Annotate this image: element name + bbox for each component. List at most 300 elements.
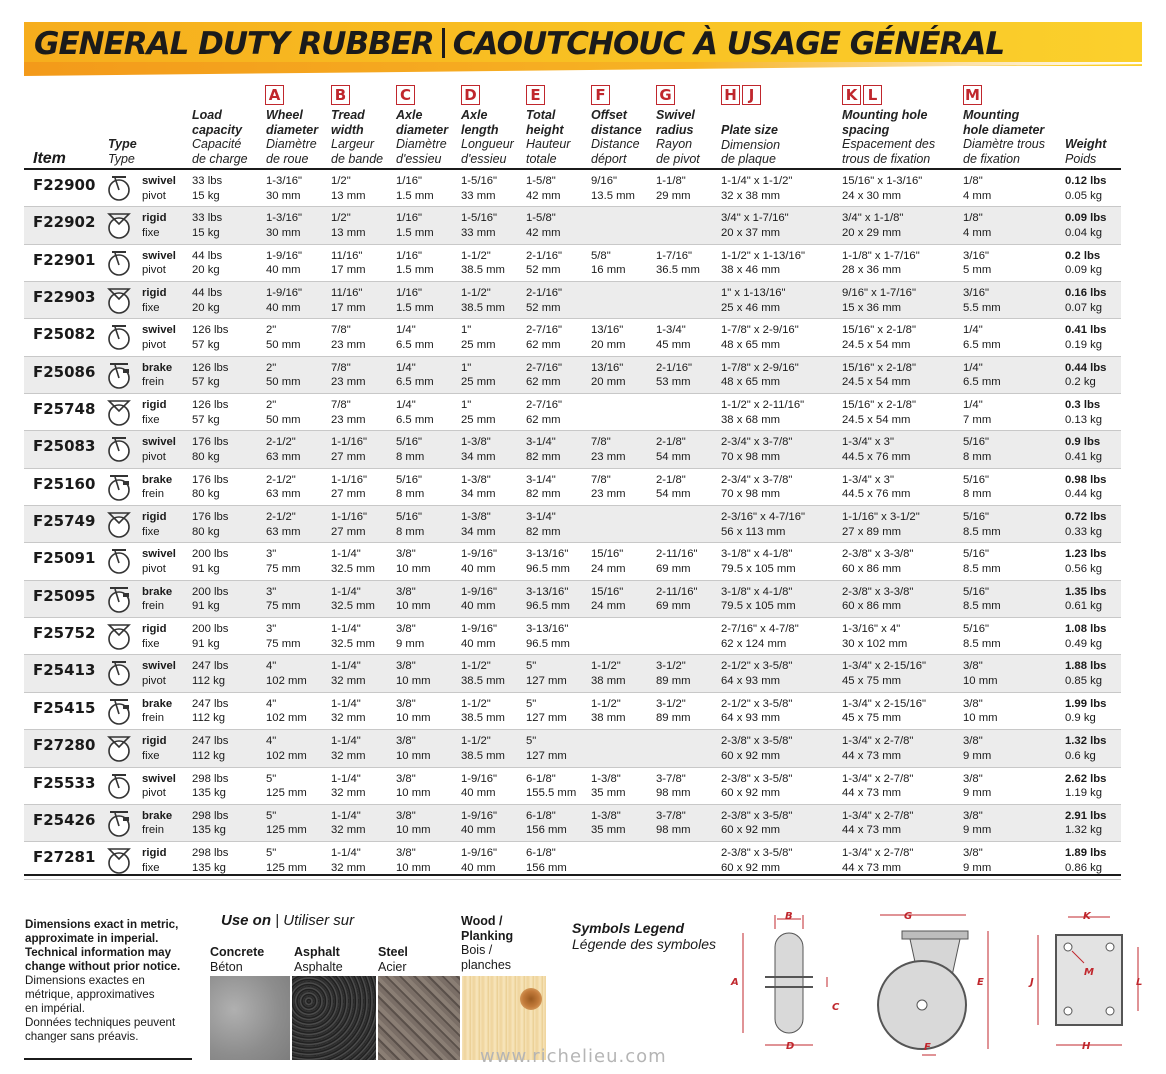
cell-tread: 1/2" 13 mm xyxy=(331,175,366,202)
cell-axle-l: 1-5/16" 33 mm xyxy=(461,175,498,202)
cell-tread: 1-1/4" 32 mm xyxy=(331,809,366,837)
cell-holes: 1-3/4" x 2-7/8" 44 x 73 mm xyxy=(842,847,914,874)
cell-offset: 1-3/8" 35 mm xyxy=(591,809,626,837)
table-row xyxy=(24,207,1121,244)
header-swivel-radius: Swivel radius Rayon de pivot xyxy=(656,108,700,166)
cell-load: 44 lbs 20 kg xyxy=(192,287,223,314)
asphalt-texture xyxy=(292,976,376,1060)
swivel-caster-icon xyxy=(106,322,132,352)
cell-axle-d: 1/16" 1.5 mm xyxy=(396,249,434,277)
cell-axle-l: 1-3/8" 34 mm xyxy=(461,511,496,538)
cell-axle-d: 5/16" 8 mm xyxy=(396,511,425,538)
cell-axle-d: 1/4" 6.5 mm xyxy=(396,361,434,389)
table-row xyxy=(24,282,1121,319)
cell-wheel: 5" 125 mm xyxy=(266,809,307,837)
cell-load: 298 lbs 135 kg xyxy=(192,772,229,799)
surface-steel-label: Steel Acier xyxy=(378,945,408,974)
cell-load: 247 lbs 112 kg xyxy=(192,697,229,725)
cell-offset: 15/16" 24 mm xyxy=(591,548,626,575)
caster-type: swivel pivot xyxy=(142,324,176,351)
cell-plate: 2-3/8" x 3-5/8" 60 x 92 mm xyxy=(721,735,793,762)
cell-offset: 1-3/8" 35 mm xyxy=(591,772,626,799)
header-plate-size: Plate size Dimension de plaque xyxy=(721,123,781,166)
cell-tread: 1/2" 13 mm xyxy=(331,212,366,239)
table-row xyxy=(24,245,1121,282)
cell-hole-d: 1/4" 6.5 mm xyxy=(963,324,1001,351)
cell-weight: 0.16 lbs 0.07 kg xyxy=(1065,287,1107,314)
cell-holes: 1-3/16" x 4" 30 x 102 mm xyxy=(842,623,908,650)
table-row xyxy=(24,655,1121,692)
item-code: F25083 xyxy=(33,437,96,456)
diagram-label-e: E xyxy=(977,977,984,988)
cell-swivel: 2-1/8" 54 mm xyxy=(656,473,691,501)
cell-load: 126 lbs 57 kg xyxy=(192,324,229,351)
cell-hole-d: 3/8" 9 mm xyxy=(963,735,992,762)
cell-plate: 2-3/8" x 3-5/8" 60 x 92 mm xyxy=(721,809,793,837)
surface-wood-label: Wood / Planking Bois / planches xyxy=(461,914,514,972)
diagram-label-c: C xyxy=(832,1002,840,1013)
table-row xyxy=(24,581,1121,618)
swivel-caster-icon xyxy=(106,546,132,576)
cell-tread: 7/8" 23 mm xyxy=(331,361,366,389)
cell-weight: 1.08 lbs 0.49 kg xyxy=(1065,623,1107,650)
cell-plate: 3/4" x 1-7/16" 20 x 37 mm xyxy=(721,212,789,239)
header-tread: Tread width Largeur de bande xyxy=(331,108,384,166)
cell-axle-l: 1-1/2" 38.5 mm xyxy=(461,249,505,277)
cell-tread: 1-1/4" 32 mm xyxy=(331,735,366,762)
item-code: F25415 xyxy=(33,698,96,717)
cell-hole-d: 5/16" 8 mm xyxy=(963,473,992,501)
item-code: F25095 xyxy=(33,586,96,605)
wood-knot xyxy=(520,988,542,1010)
cell-height: 2-7/16" 62 mm xyxy=(526,399,563,426)
table-bottom-rule xyxy=(24,874,1121,876)
caster-type: swivel pivot xyxy=(142,548,176,575)
letter-hj-box: H J xyxy=(721,85,763,105)
cell-tread: 7/8" 23 mm xyxy=(331,399,366,426)
item-code: F25413 xyxy=(33,661,96,680)
cell-hole-d: 1/8" 4 mm xyxy=(963,212,992,239)
table-row xyxy=(24,618,1121,655)
cell-wheel: 3" 75 mm xyxy=(266,548,301,575)
item-code: F22901 xyxy=(33,250,96,269)
cell-axle-l: 1-9/16" 40 mm xyxy=(461,623,498,650)
cell-weight: 1.35 lbs 0.61 kg xyxy=(1065,585,1107,613)
diagram-label-g: G xyxy=(904,911,913,922)
surface-asphalt-label: Asphalt Asphalte xyxy=(294,945,343,974)
item-code: F25749 xyxy=(33,512,96,531)
cell-plate: 2-3/16" x 4-7/16" 56 x 113 mm xyxy=(721,511,806,538)
header-offset: Offset distance Distance déport xyxy=(591,108,642,166)
steel-texture xyxy=(378,976,460,1060)
cell-hole-d: 3/8" 9 mm xyxy=(963,772,992,799)
table-row xyxy=(24,506,1121,543)
cell-wheel: 5" 125 mm xyxy=(266,772,307,799)
cell-plate: 2-1/2" x 3-5/8" 64 x 93 mm xyxy=(721,697,793,725)
cell-weight: 0.41 lbs 0.19 kg xyxy=(1065,324,1107,351)
cell-weight: 1.89 lbs 0.86 kg xyxy=(1065,847,1107,874)
cell-plate: 1-7/8" x 2-9/16" 48 x 65 mm xyxy=(721,361,799,389)
header-wheel: Wheel diameter Diamètre de roue xyxy=(266,108,319,166)
cell-offset: 1-1/2" 38 mm xyxy=(591,697,626,725)
cell-hole-d: 3/8" 9 mm xyxy=(963,809,992,837)
header-total-height: Total height Hauteur totale xyxy=(526,108,571,166)
item-code: F22902 xyxy=(33,213,96,232)
swivel-caster-icon xyxy=(106,658,132,688)
cell-wheel: 2-1/2" 63 mm xyxy=(266,511,301,538)
caster-type: brake frein xyxy=(142,585,173,613)
rigid-caster-icon xyxy=(106,285,132,315)
item-code: F25748 xyxy=(33,400,96,419)
cell-holes: 1-3/4" x 2-7/8" 44 x 73 mm xyxy=(842,735,914,762)
diagram-label-d: D xyxy=(786,1041,795,1052)
spec-table-body xyxy=(24,170,1121,880)
cell-load: 176 lbs 80 kg xyxy=(192,436,229,463)
rigid-caster-icon xyxy=(106,621,132,651)
cell-weight: 0.3 lbs 0.13 kg xyxy=(1065,399,1103,426)
caster-type: swivel pivot xyxy=(142,660,176,687)
cell-axle-l: 1-9/16" 40 mm xyxy=(461,809,498,837)
cell-height: 6-1/8" 155.5 mm xyxy=(526,772,577,799)
cell-axle-d: 1/16" 1.5 mm xyxy=(396,212,434,239)
letter-f-box: F xyxy=(591,85,612,105)
cell-wheel: 3" 75 mm xyxy=(266,585,301,613)
cell-weight: 0.9 lbs 0.41 kg xyxy=(1065,436,1103,463)
table-row xyxy=(24,768,1121,805)
cell-weight: 0.44 lbs 0.2 kg xyxy=(1065,361,1107,389)
cell-height: 5" 127 mm xyxy=(526,697,567,725)
cell-hole-d: 5/16" 8.5 mm xyxy=(963,548,1001,575)
cell-tread: 11/16" 17 mm xyxy=(331,287,366,314)
cell-axle-d: 1/16" 1.5 mm xyxy=(396,175,434,202)
cell-load: 126 lbs 57 kg xyxy=(192,399,229,426)
cell-swivel: 3-1/2" 89 mm xyxy=(656,660,691,687)
cell-wheel: 2-1/2" 63 mm xyxy=(266,436,301,463)
table-row xyxy=(24,319,1121,356)
cell-wheel: 2" 50 mm xyxy=(266,361,301,389)
cell-axle-d: 3/8" 10 mm xyxy=(396,735,431,762)
cell-axle-l: 1-1/2" 38.5 mm xyxy=(461,287,505,314)
table-row xyxy=(24,805,1121,842)
cell-axle-l: 1" 25 mm xyxy=(461,399,496,426)
cell-load: 247 lbs 112 kg xyxy=(192,660,229,687)
cell-swivel: 3-1/2" 89 mm xyxy=(656,697,691,725)
title-french: CAOUTCHOUC À USAGE GÉNÉRAL xyxy=(452,26,1005,62)
cell-height: 3-1/4" 82 mm xyxy=(526,436,561,463)
cell-tread: 11/16" 17 mm xyxy=(331,249,366,277)
cell-hole-d: 1/4" 6.5 mm xyxy=(963,361,1001,389)
item-code: F25086 xyxy=(33,362,96,381)
cell-swivel: 3-7/8" 98 mm xyxy=(656,809,691,837)
letter-c-box: C xyxy=(396,85,417,105)
header-hole-diameter: Mounting hole diameter Diamètre trous de fixation xyxy=(963,108,1045,166)
cell-height: 1-5/8" 42 mm xyxy=(526,212,561,239)
letter-a-box: A xyxy=(265,85,286,105)
cell-swivel: 2-1/8" 54 mm xyxy=(656,436,691,463)
letter-kl-box: K L xyxy=(842,85,884,105)
cell-holes: 2-3/8" x 3-3/8" 60 x 86 mm xyxy=(842,585,914,613)
cell-axle-d: 3/8" 10 mm xyxy=(396,697,431,725)
title-separator xyxy=(442,28,445,58)
table-row xyxy=(24,469,1121,506)
brake-caster-icon xyxy=(106,472,132,502)
cell-load: 298 lbs 135 kg xyxy=(192,847,229,874)
cell-load: 33 lbs 15 kg xyxy=(192,175,223,202)
brake-caster-icon xyxy=(106,808,132,838)
cell-axle-d: 3/8" 10 mm xyxy=(396,847,431,874)
cell-holes: 15/16" x 2-1/8" 24.5 x 54 mm xyxy=(842,361,916,389)
cell-axle-l: 1-3/8" 34 mm xyxy=(461,473,496,501)
cell-tread: 1-1/4" 32 mm xyxy=(331,772,366,799)
swivel-caster-icon xyxy=(106,173,132,203)
cell-weight: 0.12 lbs 0.05 kg xyxy=(1065,175,1107,202)
cell-swivel: 1-7/16" 36.5 mm xyxy=(656,249,700,277)
cell-hole-d: 1/4" 7 mm xyxy=(963,399,992,426)
cell-height: 5" 127 mm xyxy=(526,735,567,762)
diagram-label-k: K xyxy=(1083,911,1091,922)
cell-axle-d: 3/8" 10 mm xyxy=(396,585,431,613)
letter-e-box: E xyxy=(526,85,547,105)
cell-holes: 15/16" x 2-1/8" 24.5 x 54 mm xyxy=(842,324,916,351)
cell-hole-d: 3/16" 5 mm xyxy=(963,249,992,277)
cell-plate: 2-3/4" x 3-7/8" 70 x 98 mm xyxy=(721,473,793,501)
cell-height: 5" 127 mm xyxy=(526,660,567,687)
item-code: F27281 xyxy=(33,848,96,867)
item-code: F25533 xyxy=(33,773,96,792)
caster-type: rigid fixe xyxy=(142,399,167,426)
cell-hole-d: 3/8" 9 mm xyxy=(963,847,992,874)
cell-wheel: 3" 75 mm xyxy=(266,623,301,650)
disclaimer-note: Dimensions exact in metric, approximate in imperial. Technical information may change without prior notice. Dimensions exactes en métrique, approximatives en impérial. Données techniques peuvent changer sans préavis. xyxy=(25,918,181,1043)
rigid-caster-icon xyxy=(106,210,132,240)
swivel-caster-icon xyxy=(106,248,132,278)
cell-holes: 1-3/4" x 2-7/8" 44 x 73 mm xyxy=(842,809,914,837)
cell-weight: 1.32 lbs 0.6 kg xyxy=(1065,735,1107,762)
cell-offset: 7/8" 23 mm xyxy=(591,436,626,463)
caster-type: swivel pivot xyxy=(142,249,176,277)
caster-type: rigid fixe xyxy=(142,287,167,314)
table-row xyxy=(24,431,1121,468)
cell-axle-l: 1-9/16" 40 mm xyxy=(461,585,498,613)
cell-axle-l: 1-1/2" 38.5 mm xyxy=(461,697,505,725)
brake-caster-icon xyxy=(106,360,132,390)
cell-wheel: 4" 102 mm xyxy=(266,697,307,725)
tread-shape xyxy=(775,933,803,1033)
cell-hole-d: 5/16" 8.5 mm xyxy=(963,511,1001,538)
cell-height: 3-1/4" 82 mm xyxy=(526,511,561,538)
cell-tread: 1-1/16" 27 mm xyxy=(331,473,368,501)
caster-type: swivel pivot xyxy=(142,175,176,202)
cell-tread: 1-1/4" 32.5 mm xyxy=(331,548,375,575)
cell-weight: 2.91 lbs 1.32 kg xyxy=(1065,809,1107,837)
header-type: Type Type xyxy=(108,137,137,166)
cell-wheel: 1-9/16" 40 mm xyxy=(266,249,303,277)
cell-plate: 1-7/8" x 2-9/16" 48 x 65 mm xyxy=(721,324,799,351)
cell-hole-d: 3/16" 5.5 mm xyxy=(963,287,1001,314)
cell-load: 176 lbs 80 kg xyxy=(192,511,229,538)
header-axle-diameter: Axle diameter Diamètre d'essieu xyxy=(396,108,449,166)
cell-axle-d: 5/16" 8 mm xyxy=(396,473,425,501)
table-row xyxy=(24,693,1121,730)
cell-offset: 13/16" 20 mm xyxy=(591,324,626,351)
cell-weight: 1.99 lbs 0.9 kg xyxy=(1065,697,1107,725)
cell-axle-l: 1" 25 mm xyxy=(461,324,496,351)
table-row xyxy=(24,394,1121,431)
cell-holes: 3/4" x 1-1/8" 20 x 29 mm xyxy=(842,212,904,239)
banner-swoosh xyxy=(24,62,1142,76)
diagram-label-f: F xyxy=(924,1042,931,1053)
cell-plate: 1-1/4" x 1-1/2" 32 x 38 mm xyxy=(721,175,793,202)
item-code: F25160 xyxy=(33,474,96,493)
cell-load: 44 lbs 20 kg xyxy=(192,249,223,277)
cell-axle-d: 3/8" 10 mm xyxy=(396,772,431,799)
header-load: Load capacity Capacité de charge xyxy=(192,108,248,166)
cell-tread: 1-1/4" 32 mm xyxy=(331,660,366,687)
cell-tread: 1-1/16" 27 mm xyxy=(331,511,368,538)
cell-hole-d: 3/8" 10 mm xyxy=(963,697,998,725)
title-english: GENERAL DUTY RUBBER xyxy=(34,26,434,62)
note-rule xyxy=(24,1058,192,1060)
cell-holes: 1-3/4" x 2-15/16" 45 x 75 mm xyxy=(842,697,927,725)
item-code: F22903 xyxy=(33,288,96,307)
caster-type: brake frein xyxy=(142,697,173,725)
brake-caster-icon xyxy=(106,584,132,614)
caster-front-diagram xyxy=(870,905,1000,1065)
cell-wheel: 1-9/16" 40 mm xyxy=(266,287,303,314)
letter-d-box: D xyxy=(461,85,482,105)
cell-tread: 1-1/4" 32.5 mm xyxy=(331,623,375,650)
cell-weight: 0.2 lbs 0.09 kg xyxy=(1065,249,1103,277)
cell-swivel: 2-11/16" 69 mm xyxy=(656,585,698,613)
rigid-caster-icon xyxy=(106,509,132,539)
cell-axle-d: 1/4" 6.5 mm xyxy=(396,324,434,351)
page-title xyxy=(34,24,1004,64)
cell-height: 3-13/16" 96.5 mm xyxy=(526,585,570,613)
cell-axle-l: 1-9/16" 40 mm xyxy=(461,548,498,575)
header-weight: Weight Poids xyxy=(1065,137,1107,166)
cell-height: 2-7/16" 62 mm xyxy=(526,361,563,389)
cell-height: 3-13/16" 96.5 mm xyxy=(526,623,570,650)
cell-load: 126 lbs 57 kg xyxy=(192,361,229,389)
caster-type: swivel pivot xyxy=(142,772,176,799)
cell-axle-l: 1-3/8" 34 mm xyxy=(461,436,496,463)
diagram-label-a: A xyxy=(731,977,739,988)
table-row xyxy=(24,357,1121,394)
cell-wheel: 1-3/16" 30 mm xyxy=(266,175,303,202)
cell-tread: 7/8" 23 mm xyxy=(331,324,366,351)
cell-holes: 1-1/8" x 1-7/16" 28 x 36 mm xyxy=(842,249,920,277)
cell-holes: 1-3/4" x 3" 44.5 x 76 mm xyxy=(842,473,911,501)
cell-height: 3-1/4" 82 mm xyxy=(526,473,561,501)
caster-type: rigid fixe xyxy=(142,511,167,538)
cell-swivel: 1-3/4" 45 mm xyxy=(656,324,691,351)
diagram-label-j: J xyxy=(1030,977,1034,988)
cell-height: 3-13/16" 96.5 mm xyxy=(526,548,570,575)
cell-swivel: 3-7/8" 98 mm xyxy=(656,772,691,799)
cell-axle-d: 5/16" 8 mm xyxy=(396,436,425,463)
item-code: F27280 xyxy=(33,736,96,755)
cell-offset: 7/8" 23 mm xyxy=(591,473,626,501)
letter-b-box: B xyxy=(331,85,352,105)
cell-wheel: 4" 102 mm xyxy=(266,735,307,762)
brake-caster-icon xyxy=(106,696,132,726)
concrete-texture xyxy=(210,976,290,1060)
cell-tread: 1-1/4" 32 mm xyxy=(331,697,366,725)
table-row xyxy=(24,170,1121,207)
cell-hole-d: 5/16" 8.5 mm xyxy=(963,585,1001,613)
cell-plate: 2-7/16" x 4-7/8" 62 x 124 mm xyxy=(721,623,799,650)
cell-axle-d: 3/8" 9 mm xyxy=(396,623,425,650)
cell-axle-l: 1" 25 mm xyxy=(461,361,496,389)
header-hole-spacing: Mounting hole spacing Espacement des trous de fixation xyxy=(842,108,936,166)
cell-wheel: 2-1/2" 63 mm xyxy=(266,473,301,501)
cell-tread: 1-1/16" 27 mm xyxy=(331,436,368,463)
cell-axle-l: 1-9/16" 40 mm xyxy=(461,847,498,874)
surface-concrete-label: Concrete Béton xyxy=(210,945,265,974)
cell-axle-l: 1-1/2" 38.5 mm xyxy=(461,660,505,687)
cell-hole-d: 3/8" 10 mm xyxy=(963,660,998,687)
cell-axle-d: 1/4" 6.5 mm xyxy=(396,399,434,426)
caster-type: brake frein xyxy=(142,809,173,837)
caster-type: rigid fixe xyxy=(142,212,167,239)
cell-plate: 2-3/8" x 3-5/8" 60 x 92 mm xyxy=(721,847,793,874)
caster-type: swivel pivot xyxy=(142,436,176,463)
cell-load: 33 lbs 15 kg xyxy=(192,212,223,239)
diagram-label-b: B xyxy=(785,911,793,922)
cell-plate: 3-1/8" x 4-1/8" 79.5 x 105 mm xyxy=(721,585,796,613)
cell-load: 298 lbs 135 kg xyxy=(192,809,229,837)
cell-height: 6-1/8" 156 mm xyxy=(526,847,567,874)
cell-load: 176 lbs 80 kg xyxy=(192,473,229,501)
cell-weight: 0.72 lbs 0.33 kg xyxy=(1065,511,1107,538)
cell-swivel: 1-1/8" 29 mm xyxy=(656,175,691,202)
cell-axle-l: 1-5/16" 33 mm xyxy=(461,212,498,239)
cell-hole-d: 5/16" 8 mm xyxy=(963,436,992,463)
cell-plate: 2-1/2" x 3-5/8" 64 x 93 mm xyxy=(721,660,793,687)
cell-wheel: 1-3/16" 30 mm xyxy=(266,212,303,239)
cell-offset: 5/8" 16 mm xyxy=(591,249,626,277)
cell-hole-d: 5/16" 8.5 mm xyxy=(963,623,1001,650)
cell-tread: 1-1/4" 32.5 mm xyxy=(331,585,375,613)
letter-g-box: G xyxy=(656,85,677,105)
cell-weight: 0.98 lbs 0.44 kg xyxy=(1065,473,1107,501)
caster-type: rigid fixe xyxy=(142,623,167,650)
cell-holes: 9/16" x 1-7/16" 15 x 36 mm xyxy=(842,287,916,314)
cell-height: 2-7/16" 62 mm xyxy=(526,324,563,351)
cell-offset: 13/16" 20 mm xyxy=(591,361,626,389)
cell-weight: 0.09 lbs 0.04 kg xyxy=(1065,212,1107,239)
cell-offset: 15/16" 24 mm xyxy=(591,585,626,613)
cell-holes: 1-3/4" x 2-7/8" 44 x 73 mm xyxy=(842,772,914,799)
header-item: Item xyxy=(33,150,66,167)
cell-holes: 15/16" x 2-1/8" 24.5 x 54 mm xyxy=(842,399,916,426)
cell-swivel: 2-11/16" 69 mm xyxy=(656,548,698,575)
cell-axle-d: 1/16" 1.5 mm xyxy=(396,287,434,314)
cell-tread: 1-1/4" 32 mm xyxy=(331,847,366,874)
cell-axle-d: 3/8" 10 mm xyxy=(396,809,431,837)
cell-load: 200 lbs 91 kg xyxy=(192,548,229,575)
cell-offset: 1-1/2" 38 mm xyxy=(591,660,626,687)
table-row xyxy=(24,730,1121,767)
header-axle-length: Axle length Longueur d'essieu xyxy=(461,108,514,166)
cell-height: 2-1/16" 52 mm xyxy=(526,287,563,314)
item-code: F25082 xyxy=(33,325,96,344)
symbols-legend: Symbols Legend Légende des symboles xyxy=(572,920,716,952)
cell-weight: 2.62 lbs 1.19 kg xyxy=(1065,772,1107,799)
cell-hole-d: 1/8" 4 mm xyxy=(963,175,992,202)
cell-load: 200 lbs 91 kg xyxy=(192,585,229,613)
item-code: F22900 xyxy=(33,176,96,194)
